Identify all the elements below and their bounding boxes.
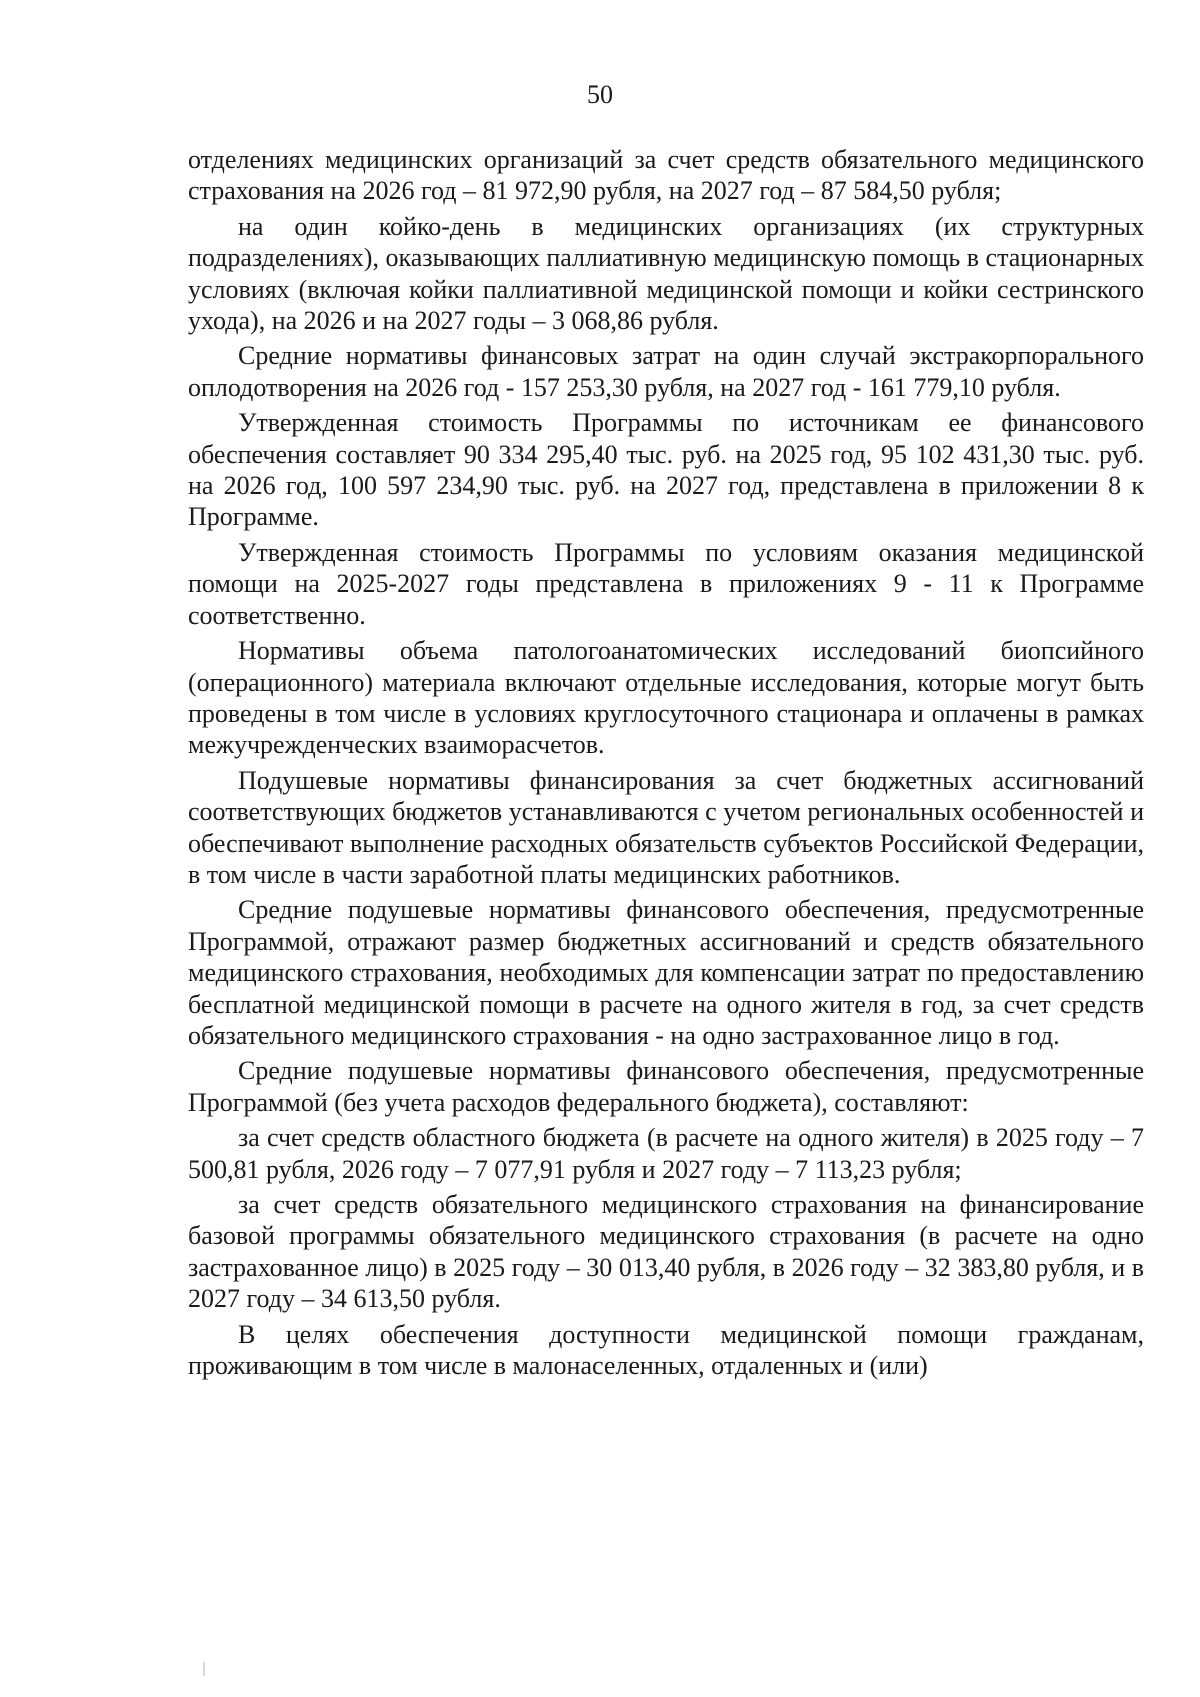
paragraph-ivf-cost: Средние нормативы финансовых затрат на один случай экстракорпорального оплодотворения на 2026 год - 157 253,30 рубля, на 2027 год - 161 779,10 рубля.: [188, 341, 1144, 402]
paragraph-program-cost-conditions: Утвержденная стоимость Программы по условиям оказания медицинской помощи на 2025-2027 годы представлена в приложениях 9 - 11 к Программе соответственно.: [188, 537, 1144, 630]
list-item-oms-funding: за счет средств обязательного медицинского страхования на финансирование базовой программы обязательного медицинского страхования (в расчете на одно застрахованное лицо) в 2025 году – 30 013,40 рубля, в 2026 году – 32 383,80 рубля, и в 2027 году – 34 613,50 рубля.: [188, 1190, 1144, 1314]
paragraph-average-per-capita-definition: Средние подушевые нормативы финансового обеспечения, предусмотренные Программой, отражают размер бюджетных ассигнований и средств обязательного медицинского страхования, необходимых для компенсации затрат по предоставлению бесплатной медицинской помощи в расчете на одного жителя в год, за счет средств обязательного медицинского страхования - на одно застрахованное лицо в год.: [188, 895, 1144, 1050]
paragraph-average-per-capita-intro: Средние подушевые нормативы финансового обеспечения, предусмотренные Программой (без учета расходов федерального бюджета), составляют:: [188, 1056, 1144, 1117]
paragraph-continuation: отделениях медицинских организаций за счет средств обязательного медицинского страхования на 2026 год – 81 972,90 рубля, на 2027 год – 87 584,50 рубля;: [188, 145, 1144, 206]
paragraph-per-capita-budget: Подушевые нормативы финансирования за счет бюджетных ассигнований соответствующих бюджетов устанавливаются с учетом региональных особенностей и обеспечивают выполнение расходных обязательств субъектов Российской Федерации, в том числе в части заработной платы медицинских работников.: [188, 765, 1144, 889]
scan-artifact: [203, 1662, 205, 1676]
page-number: 50: [587, 80, 613, 109]
paragraph-pathology-norms: Нормативы объема патологоанатомических исследований биопсийного (операционного) материала включают отдельные исследования, которые могут быть проведены в том числе в условиях круглосуточного стационара и оплачены в рамках межучрежденческих взаиморасчетов.: [188, 636, 1144, 760]
paragraph-accessibility: В целях обеспечения доступности медицинской помощи гражданам, проживающим в том числе в малонаселенных, отдаленных и (или): [188, 1319, 1144, 1381]
document-body: [188, 144, 1144, 1385]
paragraph-bed-day-palliative: на один койко-день в медицинских организациях (их структурных подразделениях), оказывающих паллиативную медицинскую помощь в стационарных условиях (включая койки паллиативной медицинской помощи и койки сестринского ухода), на 2026 и на 2027 годы – 3 068,86 рубля.: [188, 211, 1144, 336]
list-item-regional-budget: за счет средств областного бюджета (в расчете на одного жителя) в 2025 году – 7 500,81 рубля, 2026 году – 7 077,91 рубля и 2027 году – 7 113,23 рубля;: [188, 1123, 1144, 1184]
paragraph-program-cost-sources: Утвержденная стоимость Программы по источникам ее финансового обеспечения составляет 90 334 295,40 тыс. руб. на 2025 год, 95 102 431,30 тыс. руб. на 2026 год, 100 597 234,90 тыс. руб. на 2027 год, представлена в приложении 8 к Программе.: [188, 408, 1144, 532]
